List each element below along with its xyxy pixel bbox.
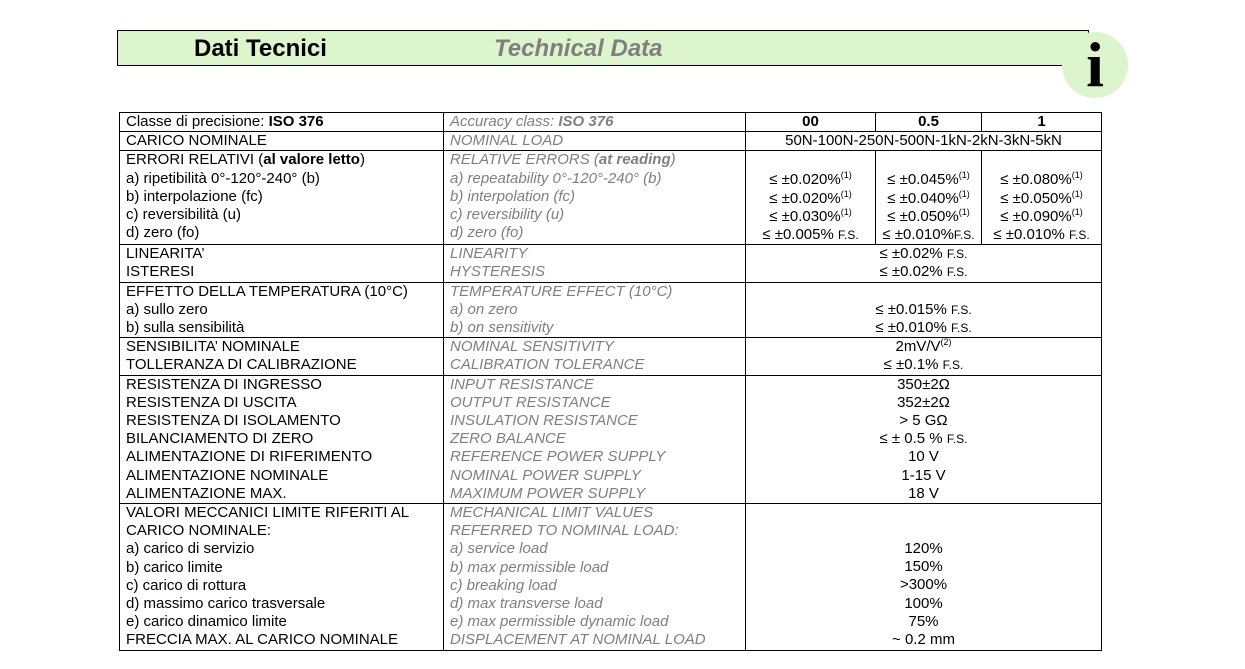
re-value [746,226,875,244]
re-value [746,171,875,189]
title-english: Technical Data [494,35,663,62]
linearity-row [120,245,1102,282]
info-icon [1062,29,1128,100]
calibration-label-en: CALIBRATION TOLERANCE [450,356,645,374]
info-icon-glyph: i [1086,29,1104,100]
re-row-en: c) reversibility (u) [450,206,565,224]
sensitivity-value [746,338,1101,356]
footnote-1: (1) [1071,206,1083,217]
re-col-05 [876,151,982,245]
re-value-text: ≤ ±0.030% [769,207,841,225]
mech-label-en: a) service load [450,540,548,558]
hysteresis-value [746,263,1101,281]
mech-label-en: b) max permissible load [450,558,609,576]
re-row-it: a) ripetibilità 0°-120°-240° (b) [126,169,320,187]
re-value-text: ≤ ±0.040% [887,189,959,207]
reference-supply-value: 10 V [908,448,939,466]
sensitivity-label-en: NOMINAL SENSITIVITY [450,338,614,356]
temp-sens-it: b) sulla sensibilità [126,319,245,337]
footnote-1: (1) [958,188,970,199]
output-resistance-value: 352±2Ω [897,393,950,411]
sensitivity-values [746,338,1102,375]
re-row-en: d) zero (fo) [450,224,524,242]
mech-label-en: c) breaking load [450,576,557,594]
linearity-en [444,245,746,282]
electrical-row [120,375,1102,503]
re-head-en-a: RELATIVE ERRORS ( [450,151,599,169]
footnote-1: (1) [840,206,852,217]
dynamic-load-value: 75% [908,612,939,630]
temperature-values [746,282,1102,338]
mechanical-en [444,504,746,651]
sensitivity-label-it: SENSIBILITA’ NOMINALE [126,338,300,356]
max-supply-value: 18 V [908,484,939,502]
mechanical-values [746,504,1102,651]
mech-label-it: c) carico di rottura [126,576,247,594]
re-row-it: b) interpolazione (fc) [126,187,263,205]
elec-label-it: ALIMENTAZIONE NOMINALE [126,466,329,484]
re-value [982,226,1101,244]
temp-sens-value-text: ≤ ±0.010% [875,318,947,336]
elec-label-en: REFERENCE POWER SUPPLY [450,448,666,466]
accuracy-value-en: ISO 376 [558,113,614,130]
title-italian: Dati Tecnici [194,35,327,62]
re-value-text: ≤ ±0.050% [1000,189,1072,207]
section-header-bar [117,30,1089,66]
temp-sens-en: b) on sensitivity [450,319,554,337]
re-head-en-c: ) [670,151,676,169]
electrical-en [444,375,746,503]
relative-errors-row [120,151,1102,245]
nominal-load-value: 50N-100N-250N-500N-1kN-2kN-3kN-5kN [746,132,1102,151]
re-row-it: d) zero (fo) [126,224,200,242]
re-col-1 [982,151,1102,245]
relative-errors-head-it [126,151,443,169]
accuracy-class-row [120,113,1102,132]
mech-label-it: b) carico limite [126,558,223,576]
accuracy-col-05: 0.5 [876,113,982,132]
accuracy-label-en [444,113,746,132]
relative-errors-head-en [450,151,745,169]
fs-unit: F.S. [942,358,964,373]
fs-unit: F.S. [838,228,859,243]
elec-label-en: OUTPUT RESISTANCE [450,393,611,411]
elec-label-en: MAXIMUM POWER SUPPLY [450,484,646,502]
nominal-load-it: CARICO NOMINALE [120,132,444,151]
re-value-text: ≤ ±0.020% [769,171,841,189]
temperature-en [444,282,746,338]
mech-label-en: REFERRED TO NOMINAL LOAD: [450,522,679,540]
electrical-it [120,375,444,503]
footnote-1: (1) [840,170,852,181]
fs-unit: F.S. [1069,228,1090,243]
temperature-it [120,282,444,338]
max-permissible-load-value: 150% [904,558,943,576]
temp-zero-it: a) sullo zero [126,300,208,318]
footnote-1: (1) [1071,170,1083,181]
sensitivity-en [444,338,746,375]
footnote-1: (1) [958,206,970,217]
re-value-text: ≤ ±0.010% [882,226,954,244]
fs-unit: F.S. [951,302,972,317]
re-row-en: a) repeatability 0°-120°-240° (b) [450,169,662,187]
accuracy-label-it [120,113,444,132]
re-value [876,190,981,208]
zero-balance-value [746,430,1101,448]
displacement-label-it: FRECCIA MAX. AL CARICO NOMINALE [126,631,398,649]
displacement-label-en: DISPLACEMENT AT NOMINAL LOAD [450,631,706,649]
elec-label-en: ZERO BALANCE [450,430,566,448]
elec-label-it: ALIMENTAZIONE MAX. [126,484,287,502]
nominal-load-en: NOMINAL LOAD [444,132,746,151]
re-row-it: c) reversibilità (u) [126,206,242,224]
mechanical-it [120,504,444,651]
nominal-supply-value: 1-15 V [901,466,946,484]
elec-label-it: BILANCIAMENTO DI ZERO [126,430,314,448]
re-row-en: b) interpolation (fc) [450,187,576,205]
re-head-it-a: ERRORI RELATIVI ( [126,151,264,169]
temperature-head-it: EFFETTO DELLA TEMPERATURA (10°C) [126,282,408,300]
re-value-text: ≤ ±0.050% [887,207,959,225]
re-value-text: ≤ ±0.020% [769,189,841,207]
mech-label-en: MECHANICAL LIMIT VALUES [450,504,654,522]
re-value [746,208,875,226]
displacement-value: ~ 0.2 mm [892,631,955,649]
transverse-load-value: 100% [904,594,943,612]
accuracy-label-en-text: Accuracy class: [450,113,559,130]
accuracy-col-00: 00 [746,113,876,132]
fs-unit: F.S. [951,320,972,335]
input-resistance-value: 350±2Ω [897,375,950,393]
technical-data-table [119,112,1102,651]
mech-label-en: e) max permissible dynamic load [450,613,669,631]
elec-label-it: RESISTENZA DI USCITA [126,393,297,411]
breaking-load-value: >300% [899,576,948,594]
re-value [876,226,981,244]
mech-label-it: CARICO NOMINALE: [126,522,272,540]
footnote-2: (2) [940,337,952,348]
mechanical-row [120,504,1102,651]
linearity-label-it: LINEARITA’ [126,245,205,263]
accuracy-value-it: ISO 376 [268,113,324,130]
service-load-value: 120% [904,540,943,558]
re-value [876,208,981,226]
mech-label-en: d) max transverse load [450,595,603,613]
re-value-text: ≤ ±0.010% [993,226,1065,244]
re-value [982,208,1101,226]
linearity-value [746,245,1101,263]
elec-label-it: RESISTENZA DI INGRESSO [126,375,322,393]
insulation-resistance-value: > 5 GΩ [899,412,948,430]
accuracy-col-1: 1 [982,113,1102,132]
fs-unit: F.S. [946,265,968,280]
footnote-1: (1) [1071,188,1083,199]
linearity-values [746,245,1102,282]
mech-label-it: a) carico di servizio [126,540,255,558]
sensitivity-row [120,338,1102,375]
footnote-1: (1) [958,170,970,181]
calibration-value-text: ≤ ±0.1% [883,356,939,374]
relative-errors-it [120,151,444,245]
relative-errors-en [444,151,746,245]
electrical-values [746,375,1102,503]
re-head-en-b: at reading [598,151,671,169]
re-value [982,190,1101,208]
elec-label-en: INPUT RESISTANCE [450,375,594,393]
temp-sens-value [746,319,1101,337]
mech-label-it: e) carico dinamico limite [126,613,287,631]
elec-label-it: RESISTENZA DI ISOLAMENTO [126,412,341,430]
temp-zero-value [746,301,1101,319]
fs-unit: F.S. [946,432,968,447]
temp-zero-en: a) on zero [450,300,518,318]
hysteresis-label-it: ISTERESI [126,263,195,281]
zero-balance-value-text: ≤ ± 0.5 % [879,430,943,448]
accuracy-label-it-text: Classe di precisione: [126,113,269,130]
fs-unit: F.S. [946,247,968,262]
re-value-text: ≤ ±0.080% [1000,171,1072,189]
hysteresis-value-text: ≤ ±0.02% [879,263,943,281]
linearity-label-en: LINEARITY [450,245,528,263]
re-head-it-b: al valore letto [263,151,360,169]
re-col-00 [746,151,876,245]
elec-label-en: NOMINAL POWER SUPPLY [450,466,641,484]
fs-unit: F.S. [953,228,975,243]
footnote-1: (1) [840,188,852,199]
sensitivity-it [120,338,444,375]
linearity-value-text: ≤ ±0.02% [879,245,943,263]
re-value [746,190,875,208]
temperature-row [120,282,1102,338]
calibration-label-it: TOLLERANZA DI CALIBRAZIONE [126,356,357,374]
re-value-text: ≤ ±0.005% [762,226,834,244]
re-value-text: ≤ ±0.045% [887,171,959,189]
nominal-load-row [120,132,1102,151]
hysteresis-label-en: HYSTERESIS [450,263,546,281]
temperature-head-en: TEMPERATURE EFFECT (10°C) [450,282,673,300]
mech-label-it: VALORI MECCANICI LIMITE RIFERITI AL [126,504,410,522]
sensitivity-value-text: 2mV/V [895,338,941,356]
linearity-it [120,245,444,282]
re-value-text: ≤ ±0.090% [1000,207,1072,225]
elec-label-en: INSULATION RESISTANCE [450,412,638,430]
elec-label-it: ALIMENTAZIONE DI RIFERIMENTO [126,448,373,466]
re-value [982,171,1101,189]
re-head-it-c: ) [359,151,365,169]
temp-zero-value-text: ≤ ±0.015% [875,300,947,318]
re-value [876,171,981,189]
mech-label-it: d) massimo carico trasversale [126,595,326,613]
calibration-value [746,356,1101,374]
